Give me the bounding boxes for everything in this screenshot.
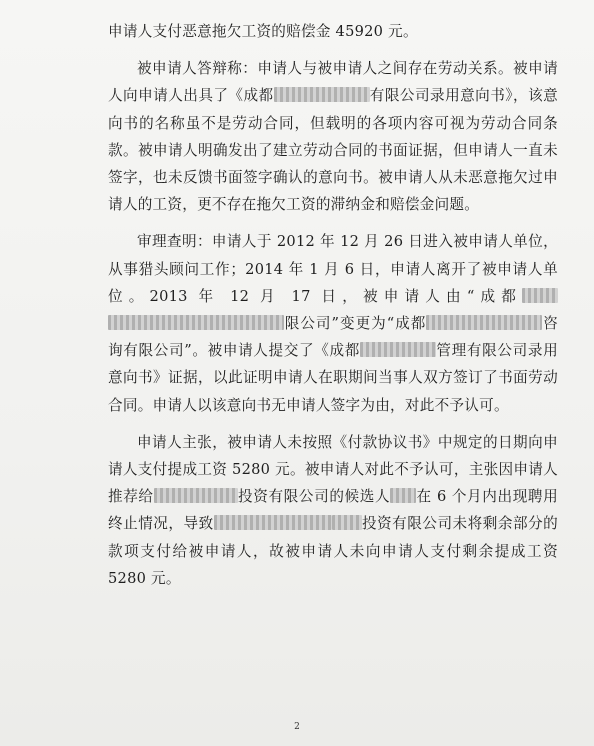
- text-segment: 被申请人答辩称：申请人与被申请人之间存在劳动关系。被申请人向申请人出具了《成都: [108, 60, 558, 105]
- page-number: 2: [294, 722, 300, 732]
- text-segment: 申请人支付恶意拖欠工资的赔偿金 45920 元。: [108, 23, 418, 40]
- redaction-block: [522, 288, 558, 303]
- redaction-block: [274, 87, 370, 102]
- redaction-block: [360, 342, 436, 357]
- text-segment: 管理有限公司录用意向书》证据，以此证明申请人在职期间当事人双方签订了书面劳动合同。申请人以该意向书无申请人签字为由，对此不予认可。: [108, 342, 558, 414]
- text-segment: 咨询有限公司”。被申请人提交了《成都: [108, 315, 558, 360]
- redaction-block: [108, 315, 284, 330]
- redaction-block: [390, 488, 416, 503]
- text-segment: 投资有限公司未将剩余部分的款项支付给被申请人，故被申请人未向申请人支付剩余提成工资 5280 元。: [108, 515, 558, 587]
- paragraph-defense: [108, 55, 558, 218]
- text-segment: 限公司”变更为“成都: [284, 315, 427, 333]
- paragraph-findings: [108, 228, 558, 418]
- redaction-block: [214, 515, 332, 530]
- text-segment: 有限公司录用意向书》，该意向书的名称虽不是劳动合同，但载明的各项内容可视为劳动合同条款。被申请人明确发出了建立劳动合同的书面证据，但申请人一直未签字，也未反馈书面签字确认的意向书。被申请人从未恶意拖欠过申请人的工资，更不存在拖欠工资的滞纳金和赔偿金问题。: [108, 87, 558, 214]
- text-segment: 投资有限公司的候选人: [237, 488, 391, 506]
- text-segment: 审理查明：申请人于 2012 年 12 月 26 日进入被申请人单位，从事猎头顾问工作；2014 年 1 月 6 日，申请人离开了被申请人单位。2013 年 12 月 17 日，被申请人由“成都: [108, 233, 558, 305]
- text-segment: 在 6 个月内出现聘用终止情况，导致: [108, 488, 558, 533]
- paragraph-commission-claim: [108, 429, 558, 592]
- redaction-block: [154, 488, 238, 503]
- text-segment: 申请人主张，被申请人未按照《付款协议书》中规定的日期向申请人支付提成工资 5280 元。被申请人对此不予认可，主张因申请人推荐给: [108, 433, 558, 506]
- redaction-block: [426, 315, 542, 330]
- redaction-block: [332, 515, 362, 530]
- body-text: [108, 18, 558, 592]
- paragraph-claim-end: [108, 18, 558, 45]
